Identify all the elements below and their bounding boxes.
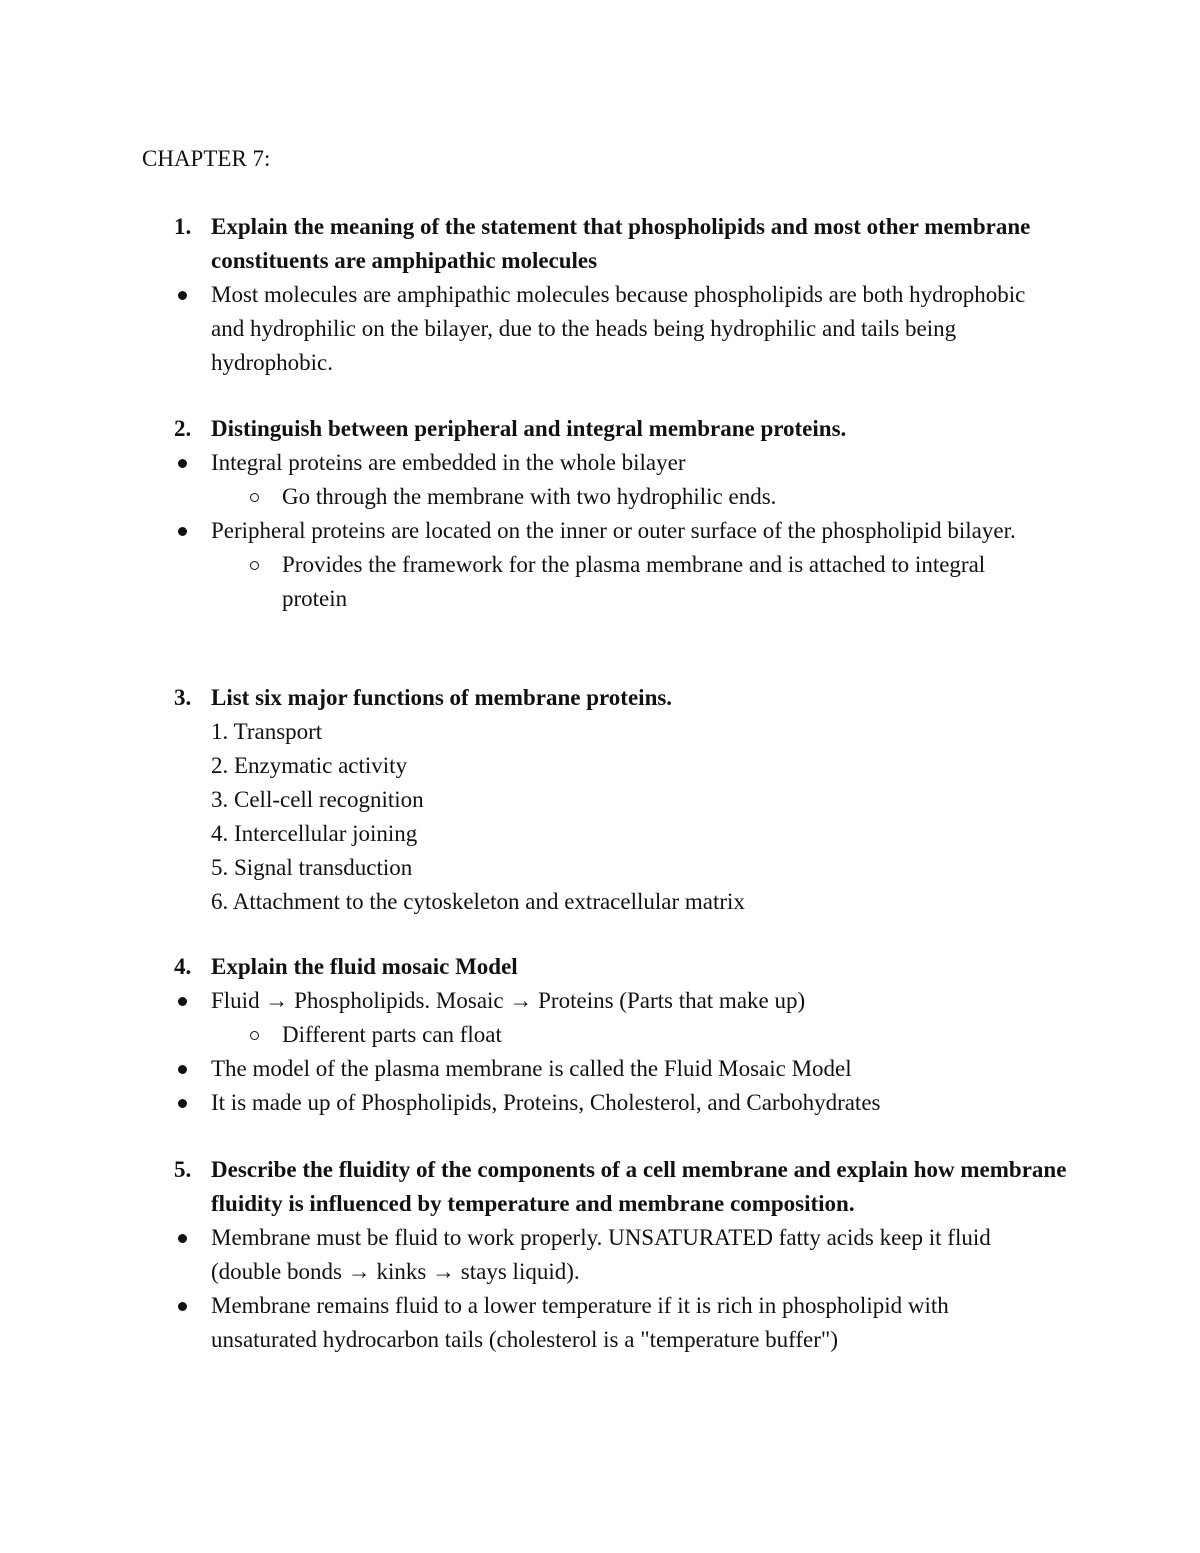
list-item — [0, 1289, 1200, 1357]
sub-bullet-text: Different parts can float — [282, 1022, 502, 1047]
numbered-item: 6. Attachment to the cytoskeleton and extracellular matrix — [211, 889, 745, 914]
sub-list-item — [0, 1018, 1200, 1052]
question-text: Explain the meaning of the statement that phospholipids and most other membrane constituents are amphipathic molecules — [211, 214, 1031, 273]
list-item — [0, 514, 1200, 548]
bullet-text: Membrane must be fluid to work properly. UNSATURATED fatty acids keep it fluid (double bonds → kinks → stays liquid). — [211, 1225, 991, 1284]
bullet-icon — [178, 1099, 187, 1108]
question-number: 2. — [174, 416, 192, 441]
bullet-icon — [178, 1302, 187, 1311]
question-number: 4. — [174, 954, 192, 979]
list-item — [0, 749, 1200, 783]
sub-list-item — [0, 480, 1200, 514]
question-heading — [0, 1153, 1200, 1221]
sub-bullet-text: Go through the membrane with two hydrophilic ends. — [282, 484, 777, 509]
list-item — [0, 1221, 1200, 1289]
list-item — [0, 783, 1200, 817]
bullet-icon — [178, 527, 187, 536]
list-item — [0, 1052, 1200, 1086]
bullet-icon — [178, 997, 187, 1006]
question-text: List six major functions of membrane proteins. — [211, 685, 673, 710]
bullet-text: Fluid → Phospholipids. Mosaic → Proteins (Parts that make up) — [211, 988, 806, 1013]
numbered-item: 4. Intercellular joining — [211, 821, 418, 846]
list-item — [0, 446, 1200, 480]
hollow-bullet-icon — [250, 493, 259, 502]
bullet-text: Integral proteins are embedded in the whole bilayer — [211, 450, 686, 475]
question-1 — [0, 210, 1200, 380]
bullet-icon — [178, 459, 187, 468]
question-text: Distinguish between peripheral and integral membrane proteins. — [211, 416, 847, 441]
list-item — [0, 715, 1200, 749]
sub-list-item — [0, 548, 1200, 616]
question-number: 1. — [174, 214, 192, 239]
bullet-icon — [178, 1065, 187, 1074]
bullet-icon — [178, 1234, 187, 1243]
bullet-text: The model of the plasma membrane is called the Fluid Mosaic Model — [211, 1056, 852, 1081]
numbered-item: 3. Cell-cell recognition — [211, 787, 424, 812]
question-3 — [0, 681, 1200, 919]
list-item — [0, 885, 1200, 919]
hollow-bullet-icon — [250, 561, 259, 570]
bullet-text: Membrane remains fluid to a lower temperature if it is rich in phospholipid with unsaturated hydrocarbon tails (cholesterol is a "temperature buffer") — [211, 1293, 949, 1352]
sub-bullet-text: Provides the framework for the plasma membrane and is attached to integral protein — [282, 552, 986, 611]
question-5 — [0, 1153, 1200, 1357]
hollow-bullet-icon — [250, 1031, 259, 1040]
question-heading — [0, 412, 1200, 446]
question-heading — [0, 681, 1200, 715]
bullet-icon — [178, 291, 187, 300]
list-item — [0, 984, 1200, 1018]
question-2 — [0, 412, 1200, 616]
list-item — [0, 817, 1200, 851]
list-item — [0, 1086, 1200, 1120]
numbered-item: 5. Signal transduction — [211, 855, 413, 880]
question-number: 5. — [174, 1157, 192, 1182]
question-number: 3. — [174, 685, 192, 710]
bullet-text: It is made up of Phospholipids, Proteins, Cholesterol, and Carbohydrates — [211, 1090, 881, 1115]
bullet-text: Most molecules are amphipathic molecules because phospholipids are both hydrophobic and hydrophilic on the bilayer, due to the heads being hydrophilic and tails being hydrophobic. — [211, 282, 1026, 375]
question-text: Explain the fluid mosaic Model — [211, 954, 518, 979]
chapter-title: CHAPTER 7: — [142, 146, 271, 171]
list-item — [0, 278, 1200, 380]
question-text: Describe the fluidity of the components of a cell membrane and explain how membrane fluidity is influenced by temperature and membrane composition. — [211, 1157, 1067, 1216]
question-4 — [0, 950, 1200, 1120]
numbered-item: 2. Enzymatic activity — [211, 753, 408, 778]
list-item — [0, 851, 1200, 885]
question-heading — [0, 210, 1200, 278]
bullet-text: Peripheral proteins are located on the inner or outer surface of the phospholipid bilayer. — [211, 518, 1016, 543]
numbered-item: 1. Transport — [211, 719, 323, 744]
question-heading — [0, 950, 1200, 984]
